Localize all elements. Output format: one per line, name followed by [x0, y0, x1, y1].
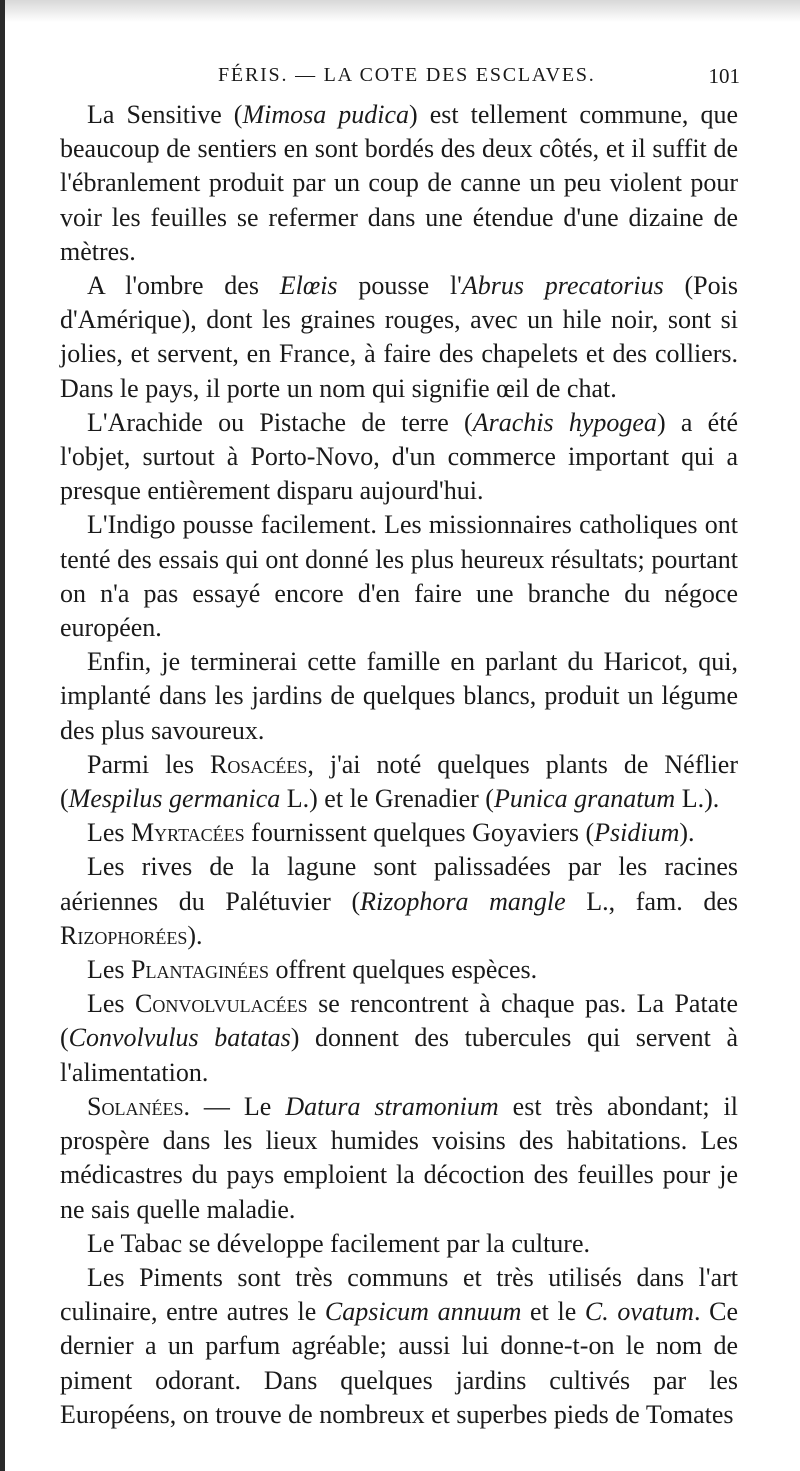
family-name: Solanées — [87, 1091, 184, 1121]
paragraph — [60, 850, 738, 953]
text-run: ). — [187, 920, 203, 950]
text-run: . Ce dernier a un parfum agréable; aussi lui donne-t-on le nom de piment odorant. Dans quelques jardins cultivés par les Européens, on trouve de nombreux et superbes pieds de Tomates — [60, 1297, 738, 1429]
text-run: Enfin, je terminerai cette famille en parlant du Haricot, qui, implanté dans les jardins de quelques blancs, produit un légume des plus savoureux. — [60, 647, 738, 745]
family-name: Rizophorées — [60, 920, 188, 950]
paragraph — [60, 1227, 738, 1261]
text-run: Les — [87, 955, 132, 985]
page-top-edge — [0, 0, 800, 22]
text-run: L.). — [675, 784, 720, 814]
page-number: 101 — [708, 64, 740, 88]
text-run: Parmi les — [87, 749, 210, 779]
page-header — [60, 64, 740, 96]
paragraph — [60, 987, 738, 1090]
text-run: ) a été l'objet, surtout à Porto-Novo, d'un commerce important qui a presque entièrement disparu aujourd'hui. — [60, 407, 738, 506]
text-run: Les — [87, 818, 132, 848]
paragraph — [60, 645, 738, 748]
text-run: ) donnent des tubercules qui servent à l'alimentation. — [60, 1023, 738, 1087]
paragraph — [60, 1261, 738, 1432]
body-text — [60, 98, 738, 1432]
text-run: offrent quelques espèces. — [269, 955, 538, 985]
text-run: L., fam. des — [565, 886, 738, 916]
text-run: L.) et le Grenadier ( — [280, 784, 494, 814]
italic-term: C. ovatum — [584, 1297, 694, 1327]
text-run: L'Indigo pousse facilement. Les missionnaires catholiques ont tenté des essais qui ont donné les plus heureux résultats; pourtant on n'a pas essayé encore d'en faire une branche du négoce européen. — [60, 510, 738, 643]
text-run: Les — [87, 989, 135, 1019]
text-run: Les rives de la lagune sont palissadées par les racines aériennes du Palétuvier ( — [60, 852, 738, 916]
text-run: ). — [679, 818, 695, 848]
paragraph — [60, 406, 738, 509]
text-run: La Sensitive ( — [87, 100, 243, 129]
text-run: ) est tellement commune, que beaucoup de sentiers en sont bordés des deux côtés, et il suffit de l'ébranlement produit par un coup de canne un peu violent pour voir les feuilles se refermer dans une étendue d'une dizaine de mètres. — [60, 100, 738, 266]
paragraph — [60, 508, 738, 645]
italic-term: Mimosa pudica — [242, 100, 410, 129]
italic-term: Punica granatum — [493, 784, 676, 814]
text-run: Le Tabac se développe facilement par la culture. — [87, 1228, 591, 1258]
text-run: . — Le — [183, 1091, 286, 1121]
family-name: Myrtacées — [131, 818, 245, 848]
text-run: A l'ombre des — [87, 271, 280, 301]
italic-term: Mespilus germanica — [68, 784, 281, 814]
text-run: fournissent quelques Goyaviers ( — [244, 818, 595, 848]
paragraph — [60, 269, 738, 406]
paragraph — [60, 98, 738, 269]
paragraph — [60, 953, 738, 987]
paragraph — [60, 816, 738, 850]
text-run: se rencontrent à chaque pas. La Patate ( — [60, 989, 739, 1053]
italic-term: Convolvulus batatas — [68, 1023, 291, 1053]
page-binding-edge — [0, 0, 5, 1471]
text-run: (Pois d'Amérique), dont les graines rouges, avec un hile noir, sont si jolies, et servent, en France, à faire des chapelets et des colliers. Dans le pays, il porte un nom qui signifie œil de chat. — [60, 271, 738, 403]
family-name: Rosacées — [210, 749, 308, 779]
paragraph — [60, 1090, 738, 1227]
italic-term: Psidium — [594, 818, 680, 848]
italic-term: Abrus precatorius — [461, 271, 664, 301]
italic-term: Arachis hypogea — [472, 407, 657, 437]
italic-term: Capsicum annuum — [324, 1297, 522, 1327]
family-name: Convolvulacées — [134, 989, 308, 1019]
text-run: , j'ai noté quelques plants de Néflier ( — [60, 749, 738, 814]
text-run: est très abondant; il prospère dans les lieux humides voisins des habitations. Les médicastres du pays emploient la décoction des feuilles pour je ne sais quelle maladie. — [60, 1091, 738, 1224]
paragraph — [60, 748, 738, 816]
italic-term: Datura stramonium — [285, 1091, 499, 1121]
running-title: FÉRIS. — LA COTE DES ESCLAVES. — [218, 64, 596, 86]
text-run: Les Piments sont très communs et très utilisés dans l'art culinaire, entre autres le — [60, 1262, 738, 1327]
text-run: L'Arachide ou Pistache de terre ( — [87, 407, 473, 437]
italic-term: Elœis — [279, 271, 338, 301]
text-run: et le — [521, 1297, 585, 1327]
text-run: pousse l' — [337, 271, 462, 301]
italic-term: Rizophora mangle — [360, 886, 566, 916]
family-name: Plantaginées — [131, 955, 270, 985]
